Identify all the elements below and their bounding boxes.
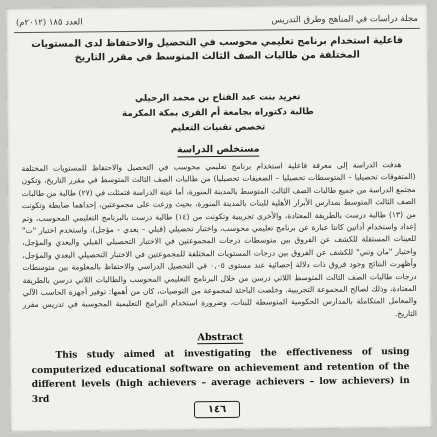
issue-label: العدد ١٨٥ (٢٠١٢م): [15, 17, 83, 29]
author-specialty: تخصص تقنيات التعليم: [170, 122, 266, 134]
page-number: ١٤٦: [194, 401, 240, 418]
author-affiliation: طالبة دكتوراه بجامعة أم القرى بمكة المكرمة: [121, 107, 314, 120]
english-abstract-heading: [9, 330, 431, 345]
paper-title: فاعلية استخدام برنامج تعليمي محوسب في التحصيل والاحتفاظ لدى المستويات المختلفة من طالبات الصف الثالث المتوسط في مقرر التاريخ: [31, 35, 404, 64]
journal-title: مجلة دراسات في المناهج وطرق التدريس: [271, 13, 418, 26]
author-block: [27, 89, 409, 138]
arabic-abstract-heading-text: مستخلص الدراسة: [176, 143, 260, 156]
english-abstract-heading-text: Abstract: [197, 331, 244, 344]
arabic-abstract-body: هدفت الدراسة إلى معرفة فاعلية استخدام برنامج تعليمي محوسب في التحصيل والاحتفاظ للمستويات المختلفة (المتفوقات تحصيليا – المتوسطات تحصيليا – الضعيفات تحصيليا) من طالبات الصف الثالث المتوسط في مقرر التاريخ، وتكون مجتمع الدراسة من جميع طالبات الصف الثالث المتوسط بالمدينة المنورة، أما عينة الدراسة فتمثلت في (٢٧) طالبة من طالبات الصف الثالث المتوسط بمدارس الأبرار الأهلية للبنات بالمدينة المنورة، بحيث وزعت على مجموعتين، إحداهما ضابطة وتكونت من (١٣) طالبة درست بالطريقة المعتادة، والأخرى تجريبية وتكونت من (١٤) طالبة درست بالبرنامج التعليمي المحوسب، وتم إعداد واستخدام أداتين كانتا عبارة عن برنامج تعليمي محوسب، واختبار تحصيلي (قبلي – بعدي – مؤجل)، واستخدم اختبار "ت" للعينات المستقلة للكشف عن الفروق بين متوسطات درجات المجموعتين في الاختبار التحصيلي القبلي والبعدي والمؤجل، واختبار "مان وتني" للكشف عن الفروق بين درجات المستويات المختلفة للمجموعتين في الاختبار التحصيلي البعدي والمؤجل، وأظهرت النتائج وجود فروق ذات دلالة إحصائية عند مستوى ٠,٠٥ في التحصيل الدراسي والاحتفاظ بالمعلومة بين متوسطات درجات طالبات الصف الثالث المتوسط اللاتي درسن من خلال البرنامج التعليمي المحوسب والطالبات اللاتي درسن بالطريقة المعتادة، وذلك لصالح المجموعة التجريبية. وخلصت الباحثة لمجموعة من التوصيات، كان من أهمها: توفير أجهزة الحاسب الآلي والمعامل المتكاملة بالمدارس الحكومية المتوسطة للبنات، وضرورة استخدام البرامج التعليمية المحوسبة في تدريس مقرر التاريخ.: [21, 160, 418, 319]
author-name: تغريد بنت عبد الفتاح بن محمد الرحيلي: [134, 92, 301, 104]
english-abstract-body: This study aimed at investigating the effectiveness of using computerized educational software on achievement and retention of the different levels (high achievers – average achievers – low achievers) in 3rd: [31, 346, 410, 405]
document-page: [6, 4, 432, 432]
arabic-abstract-heading: [7, 142, 429, 157]
